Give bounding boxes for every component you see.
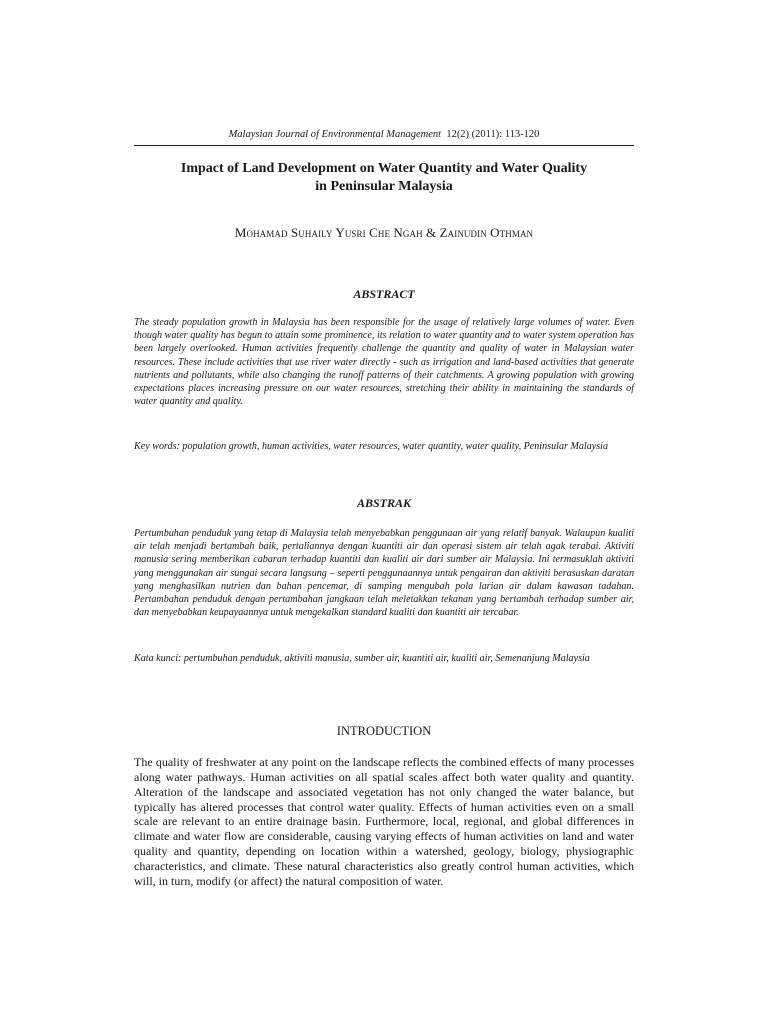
journal-name: Malaysian Journal of Environmental Management — [228, 129, 442, 140]
abstrak-body: Pertumbuhan penduduk yang tetap di Malaysia telah menyebabkan penggunaan air yang relatif banyak. Walaupun kualiti air telah menjadi bertambah baik, pertaliannya dengan kuantiti air dan operasi sistem air telah agak terabai. Aktiviti manusia sering memberikan cabaran terhadap kuantiti dan kualiti air dari sumber air Malaysia. Ini termasuklah aktiviti yang menggunakan air sungai secara langsung – seperti penggunaannya untuk pengairan dan aktiviti berasaskan daratan yang menghasilkan nutrien dan bahan pencemar, di samping mengubah pola larian air dalam kawasan tadahan. Pertambahan penduduk dengan pertambahan jangkaan telah meletakkan tekanan yang bertambah terhadap sumber air, dan menyebabkan keupayaannya untuk mengekalkan standard kualiti dan kuantiti air tercabar. — [134, 528, 634, 619]
paper-authors: Mohamad Suhaily Yusri Che Ngah & Zainudin Othman — [234, 225, 534, 240]
abstract-heading: ABSTRACT — [353, 287, 415, 301]
abstract-body: The steady population growth in Malaysia has been responsible for the usage of relatively large volumes of water. Even though water quality has begun to attain some prominence, its relation to water quantity and to water system operation has been largely overlooked. Human activities frequently challenge the quantity and quality of water in Malaysian water resources. These include activities that use river water directly - such as irrigation and land-based activities that generate nutrients and pollutants, while also changing the runoff patterns of their catchments. A growing population with growing expectations places increasing pressure on our water resources, stretching their ability in maintaining the standards of water quantity and quality. — [134, 317, 634, 408]
abstrak-heading: ABSTRAK — [356, 496, 412, 510]
introduction-body: The quality of freshwater at any point on the landscape reflects the combined effects of many processes along water pathways. Human activities on all spatial scales affect both water quality and quantity. Alteration of the landscape and associated vegetation has not only changed the water balance, but typically has altered processes that control water quality. Effects of human activities even on a small scale are relevant to an entire drainage basin. Furthermore, local, regional, and global differences in climate and water flow are considerable, causing varying effects of human activities on land and water quality and quantity, depending on location within a watershed, geology, biology, physiographic characteristics, and climate. These natural characteristics also greatly control human activities, which will, in turn, modify (or affect) the natural composition of water. — [134, 755, 634, 888]
paper-title — [134, 160, 634, 196]
header-rule — [134, 145, 634, 146]
abstract-keywords: Key words: population growth, human activities, water resources, water quantity, water quality, Peninsular Malaysia — [134, 441, 609, 452]
running-head — [134, 128, 634, 142]
introduction-heading: INTRODUCTION — [336, 724, 432, 738]
paper-title-line-1: Impact of Land Development on Water Quantity and Water Quality — [180, 161, 588, 176]
journal-citation: 12(2) (2011): 113-120 — [446, 129, 540, 140]
abstrak-keywords: Kata kunci: pertumbuhan penduduk, aktiviti manusia, sumber air, kuantiti air, kualiti air, Semenanjung Malaysia — [134, 653, 590, 664]
paper-title-line-2: in Peninsular Malaysia — [315, 179, 453, 194]
